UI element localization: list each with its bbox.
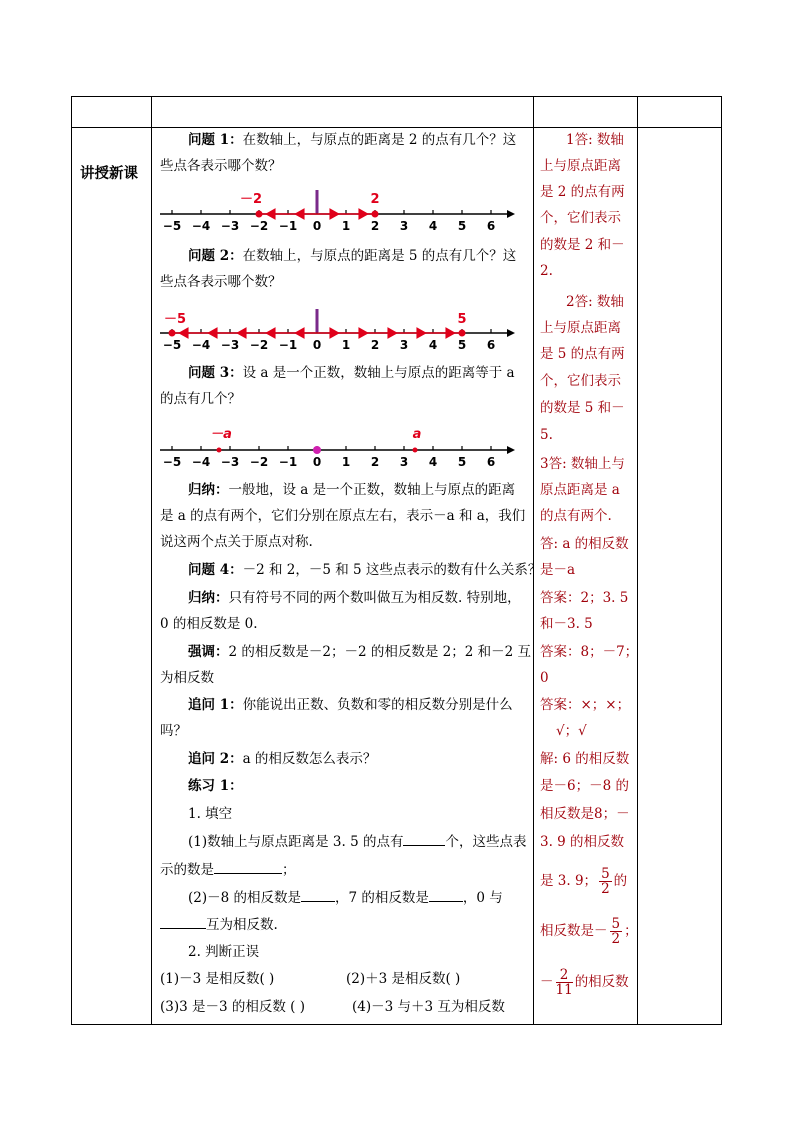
marker-label-neg5: －5	[163, 312, 187, 327]
marker-label-neg2: －2	[239, 192, 263, 207]
answer-1-line-5: 的数是 2 和－	[540, 237, 625, 253]
answer-5-line-2: 和－3. 5	[540, 616, 593, 632]
answer-1-line-6: 2.	[540, 263, 553, 279]
answer-7-line-2: √；√	[556, 723, 587, 739]
q3-text-1: 设 a 是一个正数，数轴上与原点的距离等于 a	[242, 365, 515, 381]
summary1-label: 归纳：	[188, 482, 229, 498]
tick-label: 1	[341, 455, 351, 469]
tick-label: 6	[486, 338, 496, 352]
q4-line	[188, 557, 541, 583]
fraction-neg-2-11: $\frac{2}{11}$	[555, 967, 573, 998]
q2-label: 问题 2：	[188, 248, 243, 264]
answer-6-line-1: 答案：8；－7；	[540, 644, 639, 660]
q2-text-2: 些点各表示哪个数？	[160, 274, 282, 290]
fraction-5-2: $\frac{5}{2}$	[601, 866, 610, 897]
tick-label: 0	[312, 455, 322, 469]
followup2-text: a 的相反数怎么表示？	[242, 751, 377, 767]
q4-text: －2 和 2，－5 和 5 这些点表示的数有什么关系？	[242, 562, 542, 578]
answer-4-line-1: 答: a 的相反数	[540, 536, 629, 552]
answer-1-line-1: 1答: 数轴	[566, 132, 624, 148]
emphasis-text-1: 2 的相反数是－2；－2 的相反数是 2；2 和－2 互	[228, 644, 531, 660]
tick-label: 3	[399, 338, 409, 352]
tick-label: −3	[220, 219, 240, 233]
tick-label: −2	[249, 338, 269, 352]
tick-label: −5	[162, 455, 182, 469]
q1-line-1	[188, 127, 516, 153]
tick-label: 6	[486, 455, 496, 469]
fill-2-blank-2[interactable]	[429, 887, 463, 902]
answer-8-line-2: 是－6；－8 的	[540, 778, 629, 794]
tick-label: −2	[249, 455, 269, 469]
marker-label-5: 5	[457, 312, 467, 327]
marker-label-a: a	[412, 427, 422, 442]
fill-1-text-b: 个，这些点表	[445, 834, 527, 850]
answer-8-neg: －	[540, 974, 554, 990]
exercise-part1-title: 1. 填空	[188, 806, 233, 822]
judge-4: (4)－3 与＋3 互为相反数	[352, 999, 505, 1015]
answer-3-line-1: 3答: 数轴上与	[540, 456, 625, 472]
answer-3-line-2: 原点距离是 a	[540, 482, 620, 498]
table-divider-1	[151, 96, 152, 1025]
summary2-label: 归纳：	[188, 590, 229, 606]
summary1-text-1: 一般地，设 a 是一个正数，数轴上与原点的距离	[228, 482, 516, 498]
answer-8-de: 的	[613, 873, 628, 889]
exercise-part2-title: 2. 判断正误	[188, 944, 260, 960]
tick-label: −3	[220, 455, 240, 469]
followup1-line-1	[188, 692, 513, 718]
answer-8-line-1: 解: 6 的相反数	[540, 751, 630, 767]
summary2-line-1	[188, 585, 521, 611]
tick-label: 0	[312, 219, 322, 233]
fill-1-line-1	[188, 829, 526, 855]
point-a	[413, 448, 418, 453]
tick-label: 6	[486, 219, 496, 233]
answer-2-line-3: 是 5 的点有两	[540, 346, 625, 362]
table-border-left	[71, 96, 72, 1025]
fill-2-text-a: (2)－8 的相反数是	[188, 890, 302, 906]
answer-1-line-3: 是 2 的点有两	[540, 184, 625, 200]
q3-text-2: 的点有几个？	[160, 391, 241, 407]
answer-6-line-2: 0	[540, 670, 549, 686]
origin-dot	[313, 446, 321, 454]
answer-5-line-1: 答案：2；3. 5	[540, 590, 629, 606]
q3-line-1	[188, 360, 515, 386]
number-line-3	[155, 422, 515, 470]
answer-1-line-2: 上与原点距离	[540, 158, 621, 174]
q2-line-1	[188, 243, 516, 269]
tick-label: 3	[399, 455, 409, 469]
answer-8-line-5	[540, 867, 627, 896]
fill-2-line-1	[188, 885, 503, 911]
answer-2-line-6: 5.	[540, 427, 553, 443]
fill-2-text-c: ，0 与	[462, 890, 503, 906]
answer-2-line-4: 个，它们表示	[540, 373, 621, 389]
answer-2-line-2: 上与原点距离	[540, 320, 621, 336]
fill-1-line-2	[160, 857, 296, 883]
tick-label: −3	[220, 338, 240, 352]
emphasis-label: 强调：	[188, 644, 229, 660]
q2-text-1: 在数轴上，与原点的距离是 5 的点有几个？这	[242, 248, 517, 264]
section-label: 讲授新课	[80, 165, 138, 182]
tick-label: 0	[312, 338, 322, 352]
answer-8-line-7	[540, 968, 629, 997]
followup2-line	[188, 746, 376, 772]
table-divider-3	[637, 96, 638, 1025]
tick-label: −5	[162, 219, 182, 233]
tick-label: 5	[457, 338, 467, 352]
q4-label: 问题 4：	[188, 562, 243, 578]
tick-label: 5	[457, 455, 467, 469]
q1-text-2: 些点各表示哪个数？	[160, 158, 282, 174]
answer-1-line-4: 个，它们表示	[540, 210, 621, 226]
emphasis-line-1	[188, 639, 531, 665]
answer-8-line-3: 相反数是8；－	[540, 806, 630, 822]
fill-2-line-2	[160, 912, 278, 938]
fill-2-text-b: ，7 的相反数是	[335, 890, 429, 906]
table-border-bottom	[71, 1024, 722, 1025]
fill-1-blank-2[interactable]	[214, 859, 282, 874]
summary2-text-1: 只有符号不同的两个数叫做互为相反数. 特别地，	[228, 590, 521, 606]
tick-label: 4	[428, 219, 438, 233]
emphasis-text-2: 为相反数	[160, 670, 214, 686]
tick-label: −1	[278, 455, 298, 469]
tick-label: −2	[249, 219, 269, 233]
fill-2-blank-3[interactable]	[160, 914, 206, 929]
q1-text-1: 在数轴上，与原点的距离是 2 的点有几个？这	[242, 132, 517, 148]
tick-label: −5	[162, 338, 182, 352]
followup1-label: 追问 1：	[188, 697, 243, 713]
marker-label-neg-a: －a	[210, 427, 232, 442]
tick-label: 1	[341, 338, 351, 352]
tick-label: −4	[191, 455, 211, 469]
followup1-text-2: 吗？	[160, 723, 187, 739]
fill-1-text-c: 示的数是	[160, 862, 214, 878]
number-line-1	[155, 186, 515, 234]
tick-label: −4	[191, 338, 211, 352]
number-line-2	[155, 305, 515, 353]
judge-3: (3)3 是－3 的相反数 ( )	[160, 999, 305, 1015]
summary1-line-1	[188, 477, 515, 503]
exercise-title: 练习 1：	[188, 778, 243, 794]
answer-8-text-6: 相反数是－	[540, 923, 608, 939]
tick-label: 4	[428, 338, 438, 352]
tick-label: 2	[370, 338, 380, 352]
summary1-text-2: 是 a 的点有两个，它们分别在原点左右，表示－a 和 a，我们	[160, 508, 526, 524]
judge-2: (2)＋3 是相反数( )	[346, 971, 461, 987]
tick-label: 2	[370, 219, 380, 233]
answer-7-line-1: 答案：×；×；	[540, 697, 631, 713]
tick-label: 5	[457, 219, 467, 233]
followup1-text-1: 你能说出正数、负数和零的相反数分别是什么	[242, 697, 513, 713]
tick-label: 4	[428, 455, 438, 469]
answer-3-line-3: 的点有两个.	[540, 508, 612, 524]
answer-8-text-5: 是 3. 9；	[540, 873, 598, 889]
tick-label: 2	[370, 455, 380, 469]
answer-4-line-2: 是－a	[540, 562, 576, 578]
tick-label: −4	[191, 219, 211, 233]
fill-2-blank-1[interactable]	[301, 887, 335, 902]
answer-8-line-6	[540, 917, 638, 946]
fraction-neg-5-2: $\frac{5}{2}$	[611, 916, 621, 947]
fill-1-text-a: (1)数轴上与原点距离是 3. 5 的点有	[188, 834, 404, 850]
tick-label: −1	[278, 219, 298, 233]
tick-label: 3	[399, 219, 409, 233]
tick-label: 1	[341, 219, 351, 233]
answer-8-sep: ；	[624, 923, 638, 939]
fill-2-text-d: 互为相反数.	[206, 917, 278, 933]
fill-1-blank-1[interactable]	[403, 831, 445, 846]
judge-1: (1)－3 是相反数( )	[160, 971, 275, 987]
q1-label: 问题 1：	[188, 132, 243, 148]
followup2-label: 追问 2：	[188, 751, 243, 767]
answer-2-line-1: 2答: 数轴	[566, 294, 624, 310]
marker-label-2: 2	[370, 192, 380, 207]
summary1-text-3: 说这两个点关于原点对称.	[160, 534, 313, 550]
answer-8-tail: 的相反数	[574, 974, 629, 990]
tick-label: −1	[278, 338, 298, 352]
table-border-top	[71, 96, 722, 97]
answer-2-line-5: 的数是 5 和－	[540, 400, 625, 416]
answer-8-line-4: 3. 9 的相反数	[540, 834, 625, 850]
summary2-text-2: 0 的相反数是 0.	[160, 616, 258, 632]
point-neg-a	[217, 448, 222, 453]
fill-1-text-d: ；	[282, 862, 296, 878]
table-border-right	[721, 96, 722, 1025]
q3-label: 问题 3：	[188, 365, 243, 381]
